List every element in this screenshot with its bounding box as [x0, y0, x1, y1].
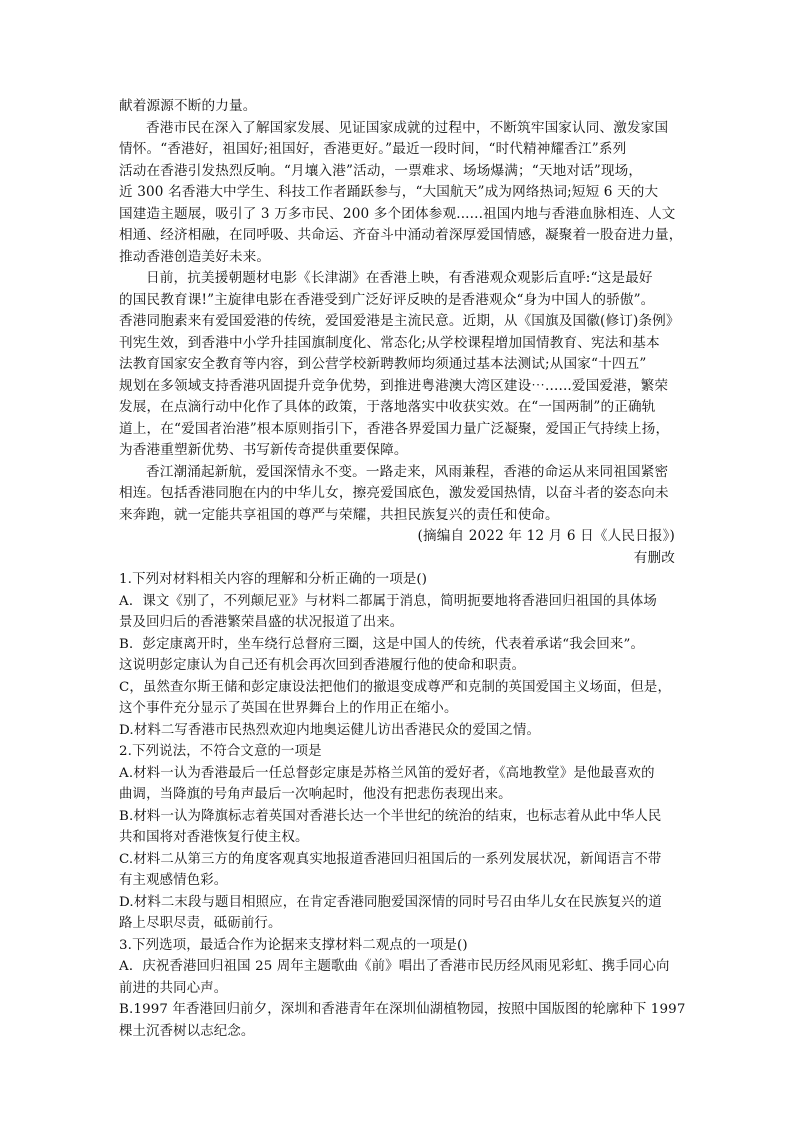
question-line: 3.下列选项，最适合作为论据来支撑材料二观点的一项是(): [119, 937, 468, 953]
passage-line: 香江潮涌起新航，爱国深情永不变。一路走来，风雨兼程，香港的命运从来同祖国紧密: [146, 463, 669, 480]
question-line: B.1997 年香港回归前夕，深圳和香港青年在深圳仙湖植物园，按照中国版图的轮廓种下 1997: [119, 1002, 686, 1017]
question-line: A.材料一认为香港最后一任总督彭定康是苏格兰风笛的爱好者，《高地教堂》是他最喜欢的: [119, 765, 655, 781]
question-line: D.材料二末段与题目相照应，在肯定香港同胞爱国深情的同时号召由华儿女在民族复兴的道: [119, 894, 662, 910]
passage-line: 推动香港创造美好未来。: [119, 248, 271, 265]
question-line: 曲调，当降旗的号角声最后一次响起时，他没有把悲伤表现出来。: [119, 787, 512, 802]
question-line: 前进的共同心声。: [119, 980, 228, 996]
passage-line: 相连。包括香港同胞在内的中华儿女，擦亮爱国底色，激发爱国热情，以奋斗者的姿态向未: [119, 485, 669, 501]
passage: [119, 96, 683, 526]
question-line: 1.下列对材料相关内容的理解和分析正确的一项是(): [119, 572, 428, 587]
question-line: B.材料一认为降旗标志着英国对香港长达一个半世纪的统治的结束，也标志着从此中华人民: [119, 808, 662, 824]
question-line: A．庆祝香港回归祖国 25 周年主题歌曲《前》唱出了香港市民历经风雨见彩虹、携手同心向: [119, 959, 670, 974]
passage-line: 香港同胞素来有爱国爱港的传统，爱国爱港是主流民意。近期，从《国旗及国徽(修订)条例》: [119, 313, 680, 329]
questions: [119, 569, 686, 1042]
passage-line: 的国民教育课!”主旋律电影在香港受到广泛好评反映的是香港观众“身为中国人的骄傲”。: [119, 291, 655, 308]
passage-line: 国建造主题展，吸引了 3 万多市民、200 多个团体参观......祖国内地与香港血脉相连、人文: [119, 205, 676, 222]
source-citation: (摘编自 2022 年 12 月 6 日《人民日报》): [417, 528, 675, 544]
question-line: 景及回归后的香港繁荣昌盛的状况报道了出来。: [119, 615, 404, 630]
passage-line: 献着源源不断的力量。: [119, 98, 257, 114]
passage-line: 发展，在点滴行动中化作了具体的政策，于落地落实中收获实效。在“一国两制”的正确轨: [119, 399, 656, 415]
passage-line: 来奔跑，就一定能共享祖国的尊严与荣耀，共担民族复兴的责任和使命。: [119, 506, 559, 523]
passage-line: 日前，抗美援朝题材电影《长津湖》在香港上映，有香港观众观影后直呼:“这是最好: [146, 270, 653, 286]
question-line: 路上尽职尽责，砥砺前行。: [119, 916, 282, 931]
passage-line: 情怀。“香港好，祖国好;祖国好，香港更好。”最近一段时间，“时代精神耀香江”系列: [119, 141, 627, 157]
question-line: 2.下列说法，不符合文意的一项是: [119, 744, 322, 759]
question-line: 这个事件充分显示了英国在世界舞台上的作用正在缩小。: [119, 701, 458, 716]
question-line: 棵土沉香树以志纪念。: [119, 1023, 255, 1039]
question-line: 这说明彭定康认为自己还有机会再次回到香港履行他的使命和职责。: [119, 658, 526, 673]
passage-line: 香港市民在深入了解国家发展、见证国家成就的过程中，不断筑牢国家认同、激发家国: [146, 119, 669, 136]
passage-line: 为香港重塑新优势、书写新传奇提供重要保障。: [119, 442, 408, 458]
document-page: [119, 96, 686, 1042]
edit-note: 有删改: [633, 549, 675, 566]
question-line: B．彭定康离开时，坐车绕行总督府三圈，这是中国人的传统，代表着承诺“我会回来”。: [119, 636, 644, 652]
passage-line: 刊宪生效，到香港中小学升挂国旗制度化、常态化;从学校课程增加国情教育、宪法和基本: [119, 334, 660, 351]
question-line: D.材料二写香港市民热烈欢迎内地奥运健儿访出香港民众的爱国之情。: [119, 722, 541, 738]
question-line: C.材料二从第三方的角度客观真实地报道香港回归祖国后的一系列发展状况，新闻语言不带: [119, 851, 662, 867]
passage-line: 相通、经济相融，在同呼吸、共命运、齐奋斗中涌动着深厚爱国情感，凝聚着一股奋进力量，: [119, 227, 683, 243]
passage-line: 道上，在“爱国者治港”根本原则指引下，香港各界爱国力量广泛凝聚，爱国正气持续上扬，: [119, 420, 670, 437]
passage-line: 活动在香港引发热烈反响。“月壤入港”活动，一票难求、场场爆满；“天地对话”现场，: [119, 162, 643, 179]
question-line: 共和国将对香港恢复行使主权。: [119, 830, 309, 845]
passage-line: 近 300 名香港大中学生、科技工作者踊跃参与，“大国航天”成为网络热词;短短 6 天的大: [119, 184, 659, 200]
passage-line: 法教育国家安全教育等内容，到公营学校新聘教师均须通过基本法测试;从国家“十四五”: [119, 356, 647, 372]
question-line: A．课文《别了，不列颠尼亚》与材料二都属于消息，简明扼要地将香港回归祖国的具体场: [119, 593, 657, 609]
passage-line: 规划在多领域支持香港巩固提升竞争优势，到推进粤港澳大湾区建设⋯......爱国爱港，繁荣: [119, 377, 669, 394]
question-line: C，虽然查尔斯王储和彭定康设法把他们的撤退变成尊严和克制的英国爱国主义场面，但是，: [119, 679, 672, 695]
question-line: 有主观感情色彩。: [119, 873, 228, 888]
